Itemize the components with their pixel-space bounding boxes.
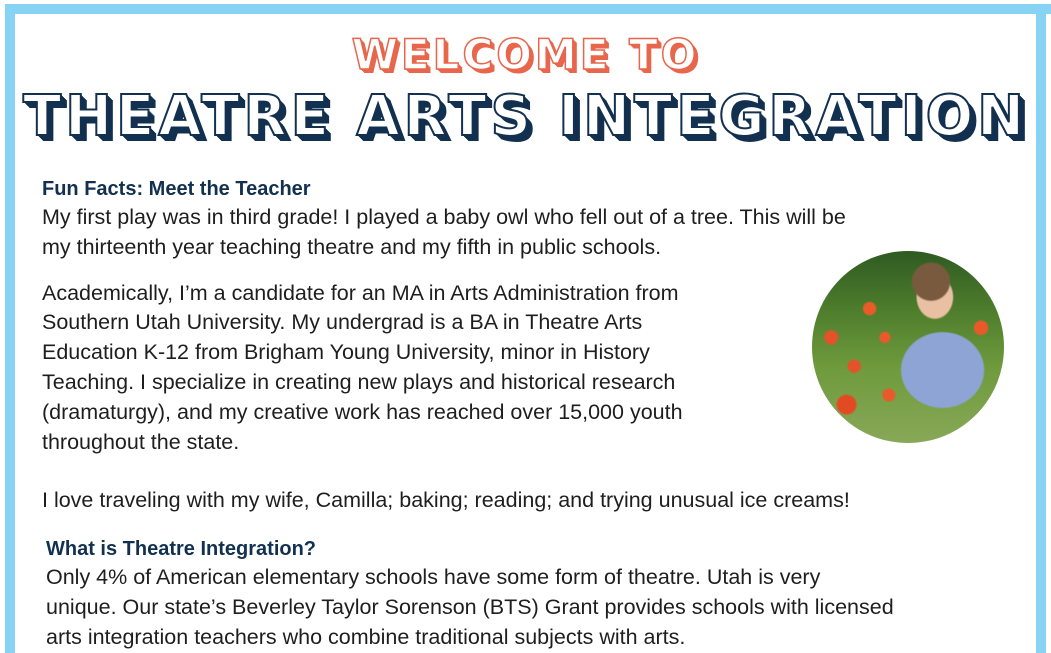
text-line: arts integration teachers who combine traditional subjects with arts.: [46, 625, 686, 649]
text-line: Education K-12 from Brigham Young University, minor in History: [42, 340, 650, 364]
text-line: my thirteenth year teaching theatre and my fifth in public schools.: [42, 235, 662, 259]
text-line: Teaching. I specialize in creating new plays and historical research: [42, 370, 676, 394]
text-line: Academically, I’m a candidate for an MA in Arts Administration from: [42, 281, 679, 305]
text-line: My first play was in third grade! I played a baby owl who fell out of a tree. This will be: [42, 205, 846, 229]
text-line: Only 4% of American elementary schools have some form of theatre. Utah is very: [46, 565, 821, 589]
fun-facts-heading: Fun Facts: Meet the Teacher: [42, 178, 311, 200]
integration-heading: What is Theatre Integration?: [46, 538, 317, 560]
teacher-photo: [812, 251, 1004, 443]
text-line: unique. Our state’s Beverley Taylor Sorenson (BTS) Grant provides schools with licensed: [46, 595, 894, 619]
fun-facts-paragraph-3: I love traveling with my wife, Camilla; baking; reading; and trying unusual ice creams!: [42, 488, 850, 512]
page-title: THEATRE ARTS INTEGRATION: [22, 84, 1029, 149]
text-line: throughout the state.: [42, 430, 240, 454]
text-line: Southern Utah University. My undergrad is a BA in Theatre Arts: [42, 310, 643, 334]
text-line: (dramaturgy), and my creative work has reached over 15,000 youth: [42, 400, 683, 424]
frame-border-top: [5, 4, 1051, 14]
welcome-heading: WELCOME TO: [351, 30, 700, 79]
